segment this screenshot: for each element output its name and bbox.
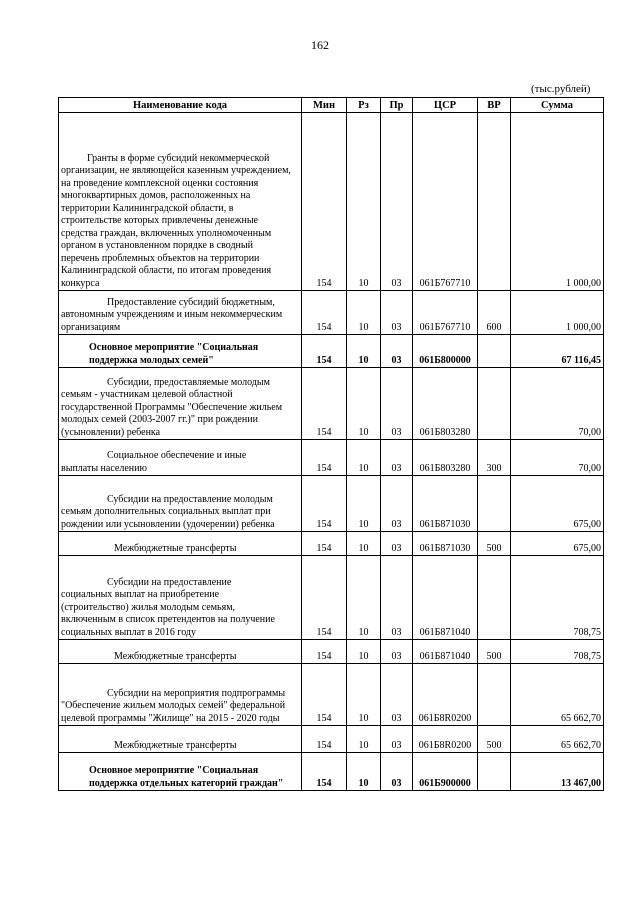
row-vr-cell xyxy=(478,476,511,532)
table-row-main-activity xyxy=(59,335,604,368)
row-pr-cell: 03 xyxy=(381,476,413,532)
table-row xyxy=(59,476,604,532)
row-rz-cell: 10 xyxy=(347,640,381,664)
row-rz-cell: 10 xyxy=(347,113,381,291)
row-name-cell: Основное мероприятие "Социальная поддержка отдельных категорий граждан" xyxy=(59,753,302,791)
table-row xyxy=(59,291,604,335)
row-vr-cell xyxy=(478,664,511,726)
row-name-cell: Межбюджетные трансферты xyxy=(59,640,302,664)
row-min-cell: 154 xyxy=(302,532,347,556)
table-row xyxy=(59,532,604,556)
row-name-cell: Социальное обеспечение и иные выплаты населению xyxy=(59,440,302,476)
row-min-cell: 154 xyxy=(302,640,347,664)
row-rz-cell: 10 xyxy=(347,476,381,532)
row-vr-cell xyxy=(478,556,511,640)
row-name-cell: Межбюджетные трансферты xyxy=(59,726,302,753)
row-rz-cell: 10 xyxy=(347,532,381,556)
row-pr-cell: 03 xyxy=(381,753,413,791)
row-vr-cell: 600 xyxy=(478,291,511,335)
row-name-cell: Основное мероприятие "Социальная поддержка молодых семей" xyxy=(59,335,302,368)
row-vr-cell: 500 xyxy=(478,532,511,556)
row-pr-cell: 03 xyxy=(381,335,413,368)
row-min-cell: 154 xyxy=(302,440,347,476)
table-row-main-activity xyxy=(59,753,604,791)
row-csr-cell: 061Б871040 xyxy=(413,640,478,664)
row-sum-cell: 1 000,00 xyxy=(511,291,604,335)
row-vr-cell xyxy=(478,335,511,368)
row-min-cell: 154 xyxy=(302,368,347,440)
units-label: (тыс.рублей) xyxy=(531,83,591,95)
row-min-cell: 154 xyxy=(302,476,347,532)
row-csr-cell: 061Б800000 xyxy=(413,335,478,368)
row-min-cell: 154 xyxy=(302,753,347,791)
row-pr-cell: 03 xyxy=(381,664,413,726)
row-name-cell: Субсидии на предоставление молодым семьям дополнительных социальных выплат при рождении или усыновлении (удочерении) ребенка xyxy=(59,476,302,532)
row-rz-cell: 10 xyxy=(347,291,381,335)
row-vr-cell xyxy=(478,113,511,291)
row-name-cell: Субсидии, предоставляемые молодым семьям - участникам целевой областной государственной Программы "Обеспечение жильем молодых семей (2003-2007 гг.)" при рождении (усыновлении) ребенка xyxy=(59,368,302,440)
row-name-cell: Гранты в форме субсидий некоммерческой организации, не являющейся казенным учреждением, на проведение комплексной оценки состояния многоквартирных домов, расположенных на территории Калининградской области, в строительстве которых привлечены денежные средства граждан, включенных уполномоченным органом в установленном порядке в сводный перечень проблемных объектов на территории Калининградской области, по итогам проведения конкурса xyxy=(59,113,302,291)
table-row xyxy=(59,556,604,640)
row-pr-cell: 03 xyxy=(381,640,413,664)
table-row xyxy=(59,664,604,726)
row-vr-cell: 300 xyxy=(478,440,511,476)
row-rz-cell: 10 xyxy=(347,368,381,440)
table-row xyxy=(59,440,604,476)
row-rz-cell: 10 xyxy=(347,556,381,640)
row-pr-cell: 03 xyxy=(381,440,413,476)
row-csr-cell: 061Б803280 xyxy=(413,368,478,440)
page-number: 162 xyxy=(311,38,329,52)
row-name-cell: Межбюджетные трансферты xyxy=(59,532,302,556)
row-csr-cell: 061Б871030 xyxy=(413,476,478,532)
row-sum-cell: 70,00 xyxy=(511,368,604,440)
row-sum-cell: 675,00 xyxy=(511,476,604,532)
column-header-min: Мин xyxy=(302,98,347,113)
row-sum-cell: 65 662,70 xyxy=(511,664,604,726)
row-csr-cell: 061Б871030 xyxy=(413,532,478,556)
table-header-row xyxy=(59,98,604,113)
row-vr-cell xyxy=(478,368,511,440)
row-vr-cell: 500 xyxy=(478,726,511,753)
column-header-rz: Рз xyxy=(347,98,381,113)
row-sum-cell: 67 116,45 xyxy=(511,335,604,368)
row-csr-cell: 061Б803280 xyxy=(413,440,478,476)
row-name-cell: Предоставление субсидий бюджетным, автономным учреждениям и иным некоммерческим организациям xyxy=(59,291,302,335)
row-sum-cell: 13 467,00 xyxy=(511,753,604,791)
row-csr-cell: 061Б767710 xyxy=(413,291,478,335)
row-csr-cell: 061Б767710 xyxy=(413,113,478,291)
row-min-cell: 154 xyxy=(302,726,347,753)
row-pr-cell: 03 xyxy=(381,368,413,440)
budget-table xyxy=(58,97,604,791)
row-sum-cell: 65 662,70 xyxy=(511,726,604,753)
row-rz-cell: 10 xyxy=(347,440,381,476)
row-rz-cell: 10 xyxy=(347,664,381,726)
row-min-cell: 154 xyxy=(302,291,347,335)
row-sum-cell: 1 000,00 xyxy=(511,113,604,291)
column-header-vr: ВР xyxy=(478,98,511,113)
row-csr-cell: 061Б8R0200 xyxy=(413,664,478,726)
row-vr-cell xyxy=(478,753,511,791)
table-row xyxy=(59,726,604,753)
column-header-csr: ЦСР xyxy=(413,98,478,113)
row-sum-cell: 70,00 xyxy=(511,440,604,476)
row-vr-cell: 500 xyxy=(478,640,511,664)
table-row xyxy=(59,368,604,440)
column-header-name: Наименование кода xyxy=(59,98,302,113)
row-pr-cell: 03 xyxy=(381,532,413,556)
row-sum-cell: 675,00 xyxy=(511,532,604,556)
column-header-sum: Сумма xyxy=(511,98,604,113)
table-row xyxy=(59,113,604,291)
table-row xyxy=(59,640,604,664)
row-rz-cell: 10 xyxy=(347,726,381,753)
row-min-cell: 154 xyxy=(302,113,347,291)
row-pr-cell: 03 xyxy=(381,556,413,640)
row-pr-cell: 03 xyxy=(381,291,413,335)
row-sum-cell: 708,75 xyxy=(511,556,604,640)
row-name-cell: Субсидии на мероприятия подпрограммы "Обеспечение жильем молодых семей" федеральной целевой программы "Жилище" на 2015 - 2020 годы xyxy=(59,664,302,726)
row-pr-cell: 03 xyxy=(381,113,413,291)
row-pr-cell: 03 xyxy=(381,726,413,753)
column-header-pr: Пр xyxy=(381,98,413,113)
row-csr-cell: 061Б871040 xyxy=(413,556,478,640)
row-min-cell: 154 xyxy=(302,556,347,640)
row-rz-cell: 10 xyxy=(347,753,381,791)
row-csr-cell: 061Б8R0200 xyxy=(413,726,478,753)
row-csr-cell: 061Б900000 xyxy=(413,753,478,791)
row-min-cell: 154 xyxy=(302,664,347,726)
row-sum-cell: 708,75 xyxy=(511,640,604,664)
row-rz-cell: 10 xyxy=(347,335,381,368)
row-min-cell: 154 xyxy=(302,335,347,368)
row-name-cell: Субсидии на предоставление социальных выплат на приобретение (строительство) жилья молодым семьям, включенным в список претендентов на получение социальных выплат в 2016 году xyxy=(59,556,302,640)
